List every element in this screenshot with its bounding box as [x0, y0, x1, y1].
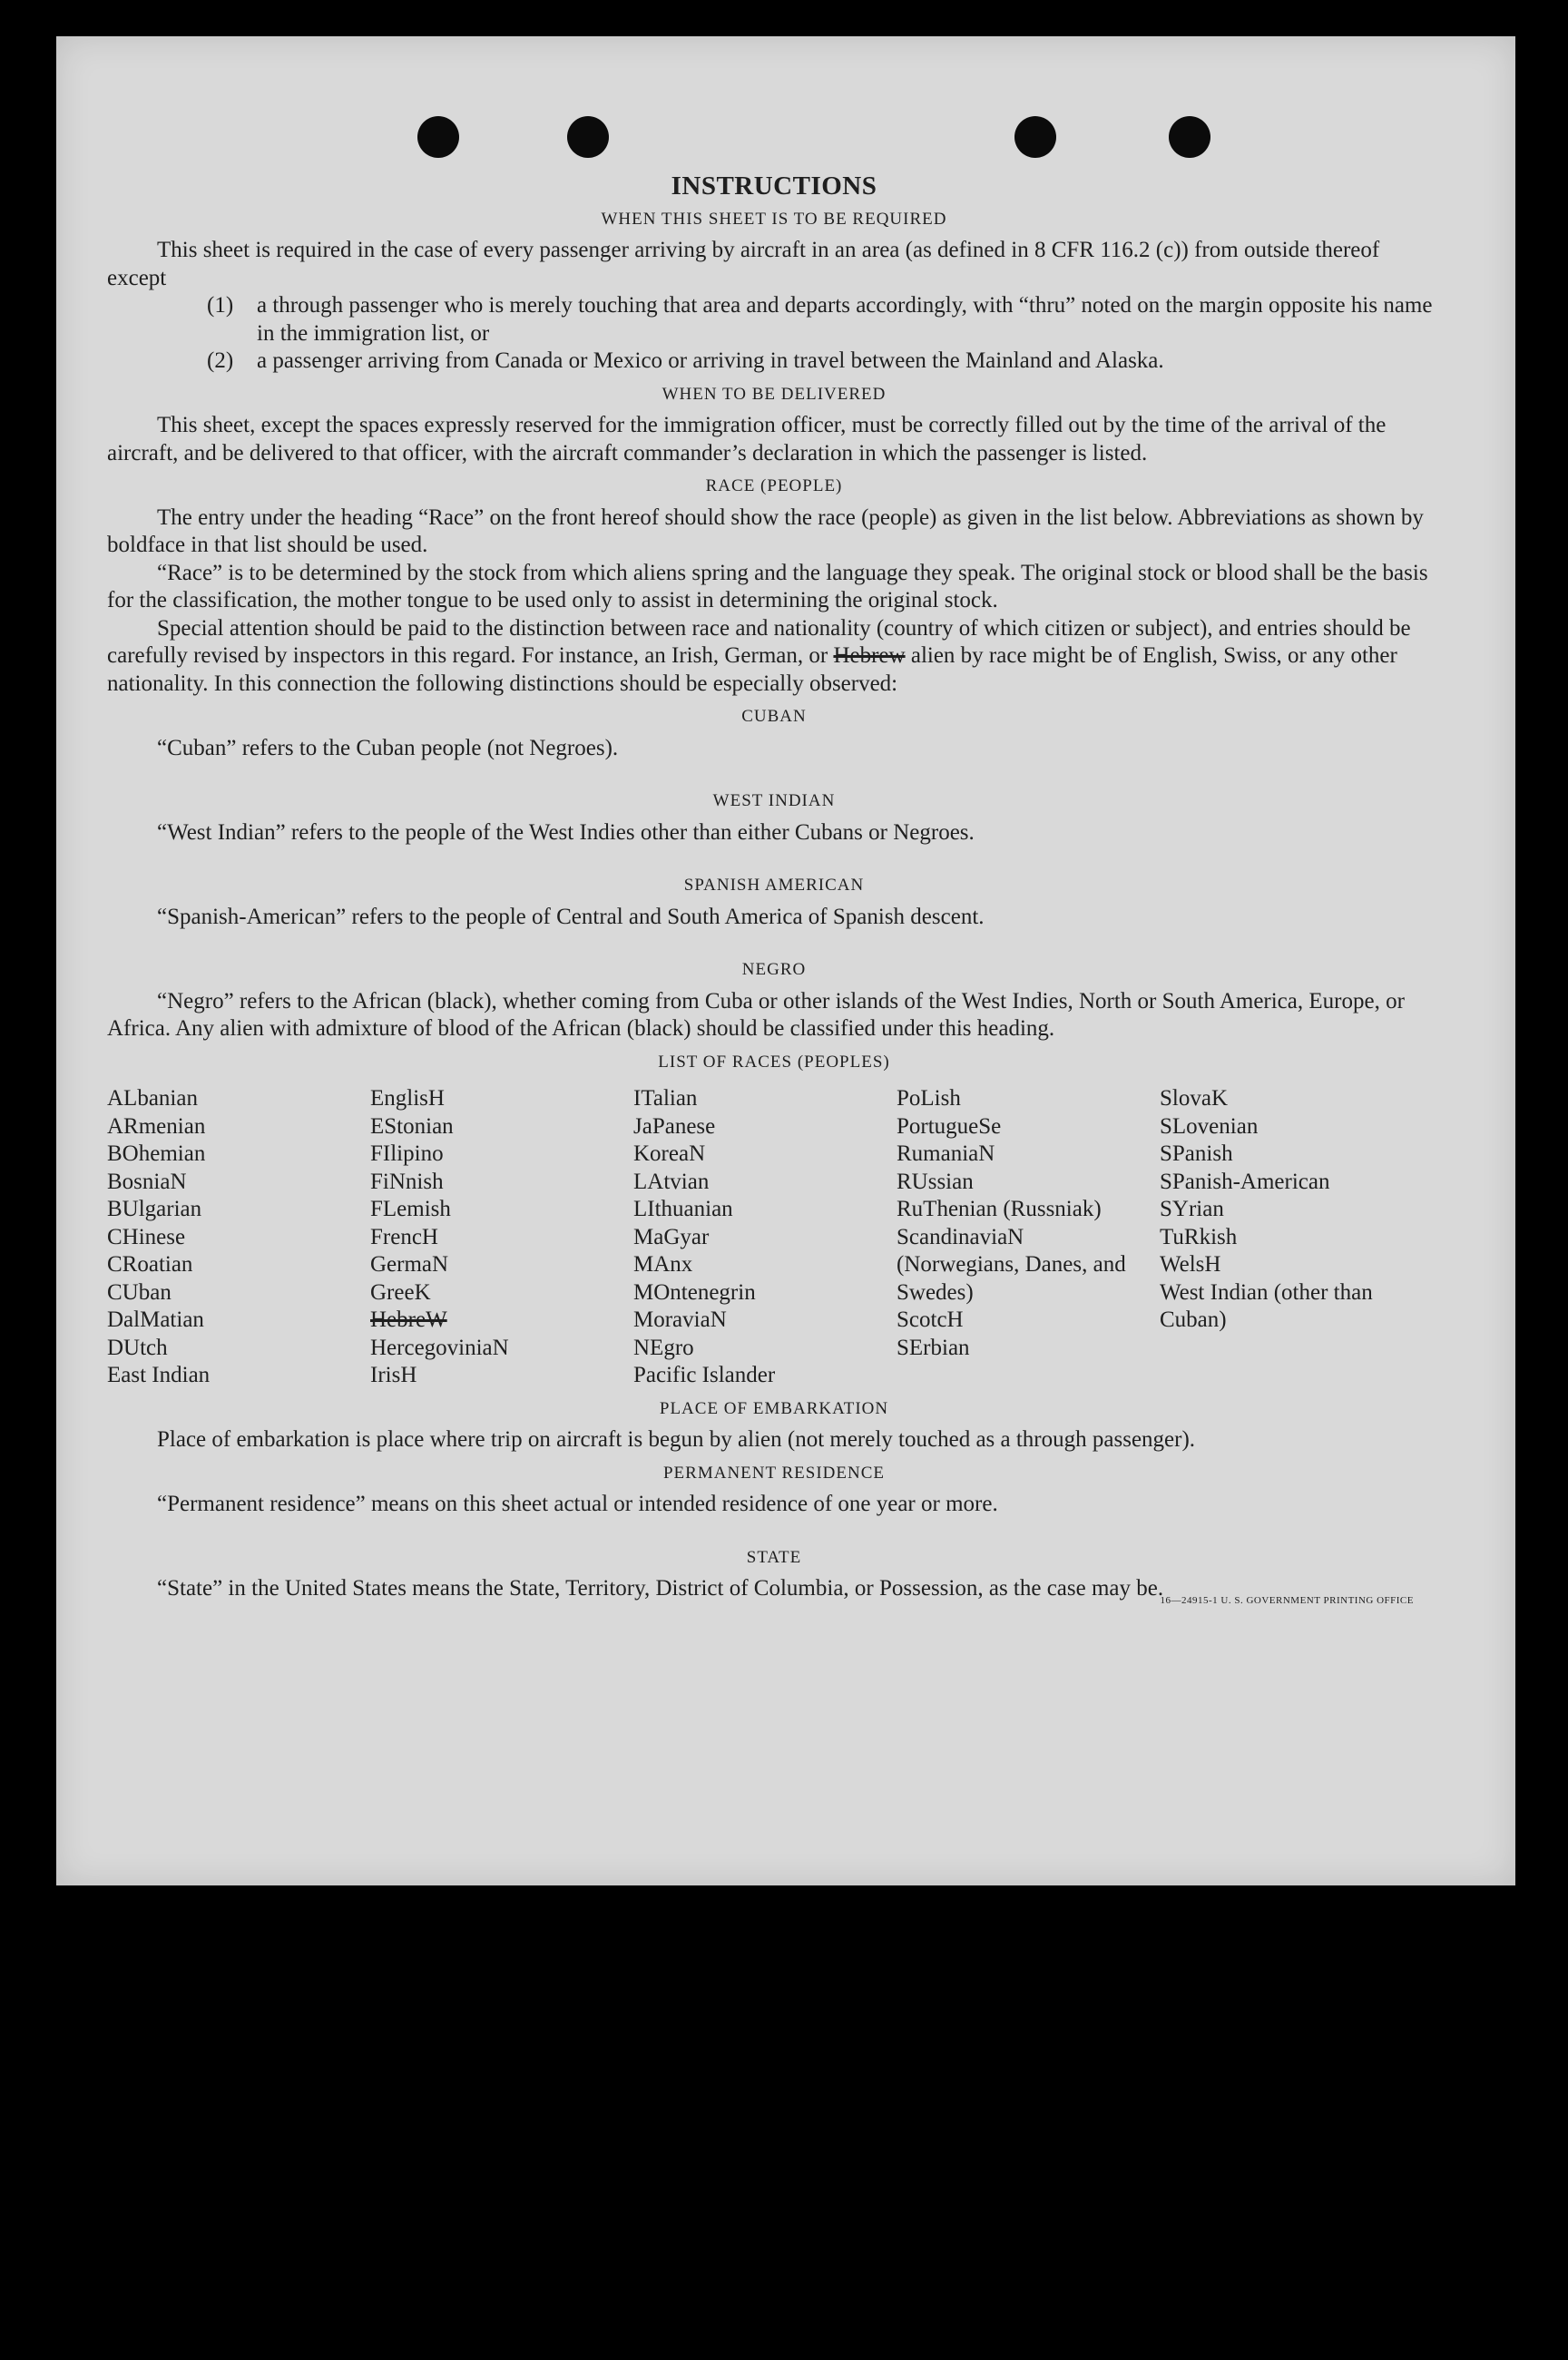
race-entry: ScotcH [897, 1307, 964, 1332]
race-entry: PortugueSe [897, 1113, 1002, 1139]
heading-spanish-american: SPANISH AMERICAN [683, 876, 865, 895]
races-column [897, 1085, 1160, 1390]
punch-hole [1014, 116, 1056, 158]
race-entry: ALbanian [107, 1086, 198, 1111]
paragraph-embarkation: Place of embarkation is place where trip on aircraft is begun by alien (not merely touched as a through passenger). [157, 1427, 1196, 1452]
heading-west-indian: WEST INDIAN [712, 791, 836, 810]
races-column [633, 1085, 897, 1390]
races-list [107, 1085, 1441, 1390]
paragraph-negro: “Negro” refers to the African (black), whether coming from Cuba or other islands of the West Indies, North or South America, Europe, or Africa. Any alien with admixture of blood of the African (black) should be classified under this heading. [107, 988, 1405, 1041]
race-entry: HercegoviniaN [370, 1335, 509, 1360]
race-entry: TuRkish [1160, 1224, 1238, 1249]
race-entry: FLemish [370, 1197, 451, 1221]
race-entry: FiNnish [370, 1169, 444, 1194]
race-entry: MoraviaN [633, 1307, 727, 1332]
race-entry-struck: HebreW [370, 1307, 447, 1332]
page-title: INSTRUCTIONS [671, 171, 877, 201]
race-entry: SErbian [897, 1335, 970, 1360]
instructions-content [107, 172, 1441, 1614]
race-entry: FIlipino [370, 1141, 444, 1166]
item-number: (1) [207, 293, 234, 318]
race-entry: PoLish [897, 1086, 961, 1111]
race-entry: SLovenian [1160, 1113, 1259, 1139]
races-column [1160, 1085, 1432, 1390]
heading-delivered: WHEN TO BE DELIVERED [662, 384, 887, 404]
paragraph-west-indian: “West Indian” refers to the people of the West Indies other than either Cubans or Negroes. [157, 819, 975, 845]
race-entry: EnglisH [370, 1086, 445, 1111]
race-entry: SYrian [1160, 1197, 1224, 1221]
race-entry: MAnx [633, 1252, 693, 1277]
heading-cuban: CUBAN [741, 707, 807, 726]
race-entry: RUssian [897, 1169, 974, 1194]
race-entry: CHinese [107, 1224, 186, 1249]
item-text: a through passenger who is merely touching that area and departs accordingly, with “thru” noted on the margin opposite his name in the immigration list, or [257, 293, 1433, 346]
race-entry: GermaN [370, 1252, 449, 1277]
race-entry: BUlgarian [107, 1197, 202, 1221]
race-entry: SPanish [1160, 1141, 1233, 1166]
race-entry: CRoatian [107, 1252, 193, 1277]
paragraph-cuban: “Cuban” refers to the Cuban people (not Negroes). [157, 735, 619, 760]
heading-negro: NEGRO [741, 960, 807, 979]
list-item [107, 292, 1441, 348]
race-entry: East Indian [107, 1363, 211, 1387]
race-entry: NEgro [633, 1335, 694, 1360]
struck-word: Hebrew [833, 643, 906, 668]
paragraph-race-1: The entry under the heading “Race” on the front hereof should show the race (people) as given in the list below. Abbreviations as shown by boldface in that list should be used. [107, 504, 1424, 557]
punch-hole [417, 116, 459, 158]
heading-embarkation: PLACE OF EMBARKATION [659, 1398, 889, 1418]
document-sheet [56, 36, 1515, 1885]
item-text: a passenger arriving from Canada or Mexico or arriving in travel between the Mainland and Alaska. [257, 348, 1164, 373]
paragraph-residence: “Permanent residence” means on this sheet actual or intended residence of one year or more. [157, 1492, 998, 1516]
race-entry: LAtvian [633, 1169, 710, 1194]
race-entry: BosniaN [107, 1169, 187, 1194]
race-entry: CUban [107, 1279, 172, 1305]
races-column [107, 1085, 370, 1390]
text-part: Special attention should be paid to the distinction between race and nationality (country of which citizen or subject), and entries should be carefully revised by inspectors in this regard. For instance, an Irish, German, or [107, 615, 1411, 668]
race-entry: MOntenegrin [633, 1279, 756, 1305]
race-entry: IrisH [370, 1363, 417, 1387]
heading-state: STATE [746, 1547, 802, 1567]
races-column [370, 1085, 633, 1390]
item-number: (2) [207, 348, 234, 373]
race-entry: EStonian [370, 1113, 454, 1139]
race-entry: ITalian [633, 1086, 698, 1111]
race-entry: ARmenian [107, 1113, 206, 1139]
printer-mark: 16—24915-1 U. S. GOVERNMENT PRINTING OFFICE [1160, 1594, 1414, 1606]
paragraph-state: “State” in the United States means the State, Territory, District of Columbia, or Possession, as the case may be. [157, 1576, 1164, 1601]
punch-hole [567, 116, 609, 158]
list-item [107, 348, 1441, 376]
heading-list-of-races: LIST OF RACES (PEOPLES) [658, 1052, 890, 1072]
heading-residence: PERMANENT RESIDENCE [662, 1463, 886, 1483]
race-entry: JaPanese [633, 1113, 716, 1139]
race-entry: LIthuanian [633, 1197, 733, 1221]
race-entry: FrencH [370, 1224, 438, 1249]
race-entry: Pacific Islander [633, 1363, 776, 1387]
paragraph-delivered: This sheet, except the spaces expressly reserved for the immigration officer, must be correctly filled out by the time of the arrival of the aircraft, and be delivered to that officer, with the aircraft commander’s declaration in which the passenger is listed. [107, 413, 1387, 465]
paragraph-spanish-american: “Spanish-American” refers to the people of Central and South America of Spanish descent. [157, 904, 985, 929]
heading-required: WHEN THIS SHEET IS TO BE REQUIRED [601, 209, 947, 229]
race-entry: BOhemian [107, 1141, 206, 1166]
race-entry: KoreaN [633, 1141, 706, 1166]
race-entry: DalMatian [107, 1307, 204, 1332]
race-entry: SPanish-American [1160, 1169, 1330, 1194]
race-entry: RumaniaN [897, 1141, 995, 1166]
race-entry: MaGyar [633, 1224, 710, 1249]
race-entry: ScandinaviaN (Norwegians, Danes, and Swedes) [897, 1224, 1126, 1305]
paragraph-required: This sheet is required in the case of every passenger arriving by aircraft in an area (as defined in 8 CFR 116.2 (c)) from outside thereof except [107, 238, 1380, 290]
paragraph-race-3 [107, 615, 1441, 699]
text-part: alien by race might be of English, Swiss, or any other nationality. In this connection the following distinctions should be especially observed: [107, 643, 1397, 696]
race-entry: West Indian (other than Cuban) [1160, 1279, 1373, 1332]
race-entry: WelsH [1160, 1252, 1221, 1277]
race-entry: DUtch [107, 1335, 168, 1360]
race-entry: RuThenian (Russniak) [897, 1197, 1102, 1221]
race-entry: SlovaK [1160, 1086, 1228, 1111]
paragraph-race-2: “Race” is to be determined by the stock from which aliens spring and the language they speak. The original stock or blood shall be the basis for the classification, the mother tongue to be used only to assist in determining the original stock. [107, 560, 1428, 612]
race-entry: GreeK [370, 1279, 431, 1305]
punch-hole [1169, 116, 1210, 158]
heading-race: RACE (PEOPLE) [705, 476, 843, 495]
